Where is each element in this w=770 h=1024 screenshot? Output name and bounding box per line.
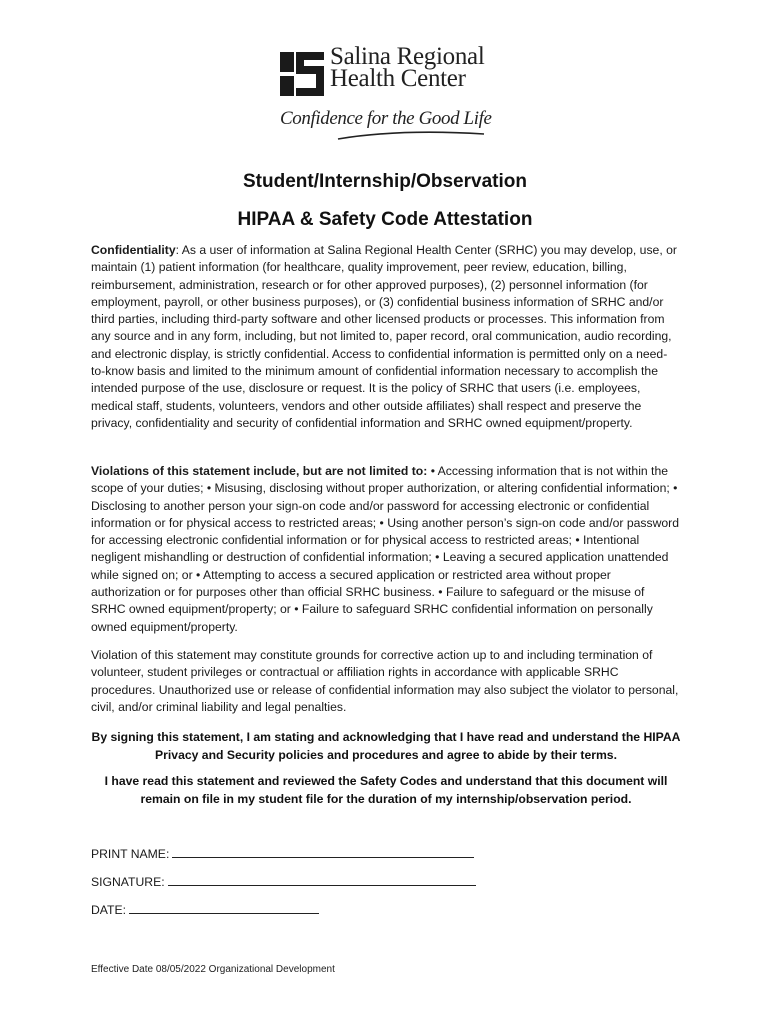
srhc-logo-mark-icon [278,50,326,98]
signature-field [91,873,476,889]
violations-label: Violations of this statement include, but are not limited to: [91,464,428,478]
hipaa-acknowledgement-statement: By signing this statement, I am stating and acknowledging that I have read and understand the HIPAA Privacy and Security policies and procedures and agree to abide by their terms. [91,730,681,762]
date-input-line[interactable] [129,901,319,914]
logo-swoosh-icon [336,128,486,142]
document-subtitle: HIPAA & Safety Code Attestation [237,209,533,230]
print-name-field [91,845,474,861]
safety-codes-statement: I have read this statement and reviewed the Safety Codes and understand that this document will remain on file in my student file for the duration of my internship/observation period. [104,774,668,806]
violations-paragraph [91,463,681,636]
document-title: Student/Internship/Observation [243,171,527,192]
logo-org-name [330,43,485,92]
confidentiality-text: : As a user of information at Salina Regional Health Center (SRHC) you may develop, use, or maintain (1) patient information (for healthcare, quality improvement, peer review, education, billing, reimbursement, administration, research or for other approved purposes), (2) personnel information (for employment, payroll, or other business purposes), or (3) confidential business information of SRHC and/or third parties, including third-party software and other licensed products or processes. This information from any source and in any form, including, but not limited to, paper record, oral communication, audio recording, and electronic display, is strictly confidential. Access to confidential information is permitted only on a need-to-know basis and limited to the minimum amount of confidential information necessary to accomplish the intended purpose of the use, disclosure or request. It is the policy of SRHC that users (i.e. employees, medical staff, students, volunteers, vendors and other outside affiliates) shall respect and preserve the privacy, confidentiality and security of confidential information and SRHC owned equipment/property. [91,243,677,430]
srhc-logo [276,44,496,144]
date-field [91,901,319,917]
logo-org-line2: Health Center [330,65,466,92]
signature-input-line[interactable] [168,873,476,886]
logo-org-line1: Salina Regional [330,43,485,70]
violations-text: • Accessing information that is not within the scope of your duties; • Misusing, disclosing without proper authorization, or altering confidential information; • Disclosing to another person your sign-on code and/or password for accessing electronic or confidential information or for physical access to restricted areas; • Using another person’s sign-on code and/or password for accessing electronic confidential information or for physical access to restricted areas; • Intentional negligent mishandling or destruction of confidential information; • Leaving a secured application unattended while signed on; or • Attempting to access a secured application or restricted area without proper authorization or for purposes other than official SRHC business. • Failure to safeguard or the misuse of SRHC owned equipment/property; or • Failure to safeguard SRHC confidential information on personally owned equipment/property. [91,464,679,634]
confidentiality-paragraph [91,242,681,432]
date-label: DATE: [91,903,126,917]
footer-effective-date: Effective Date 08/05/2022 Organizational Development [91,964,335,975]
print-name-label: PRINT NAME: [91,847,170,861]
logo-tagline: Confidence for the Good Life [280,108,492,129]
violation-consequences-text: Violation of this statement may constitute grounds for corrective action up to and including termination of volunteer, student privileges or contractual or affiliation rights in accordance with applicable SRHC procedures. Unauthorized use or release of confidential information may also subject the violator to personal, civil, and/or criminal liability and legal penalties. [91,648,679,714]
signature-label: SIGNATURE: [91,875,165,889]
print-name-input-line[interactable] [172,845,474,858]
confidentiality-label: Confidentiality [91,243,176,257]
violation-consequences-paragraph [91,647,681,716]
